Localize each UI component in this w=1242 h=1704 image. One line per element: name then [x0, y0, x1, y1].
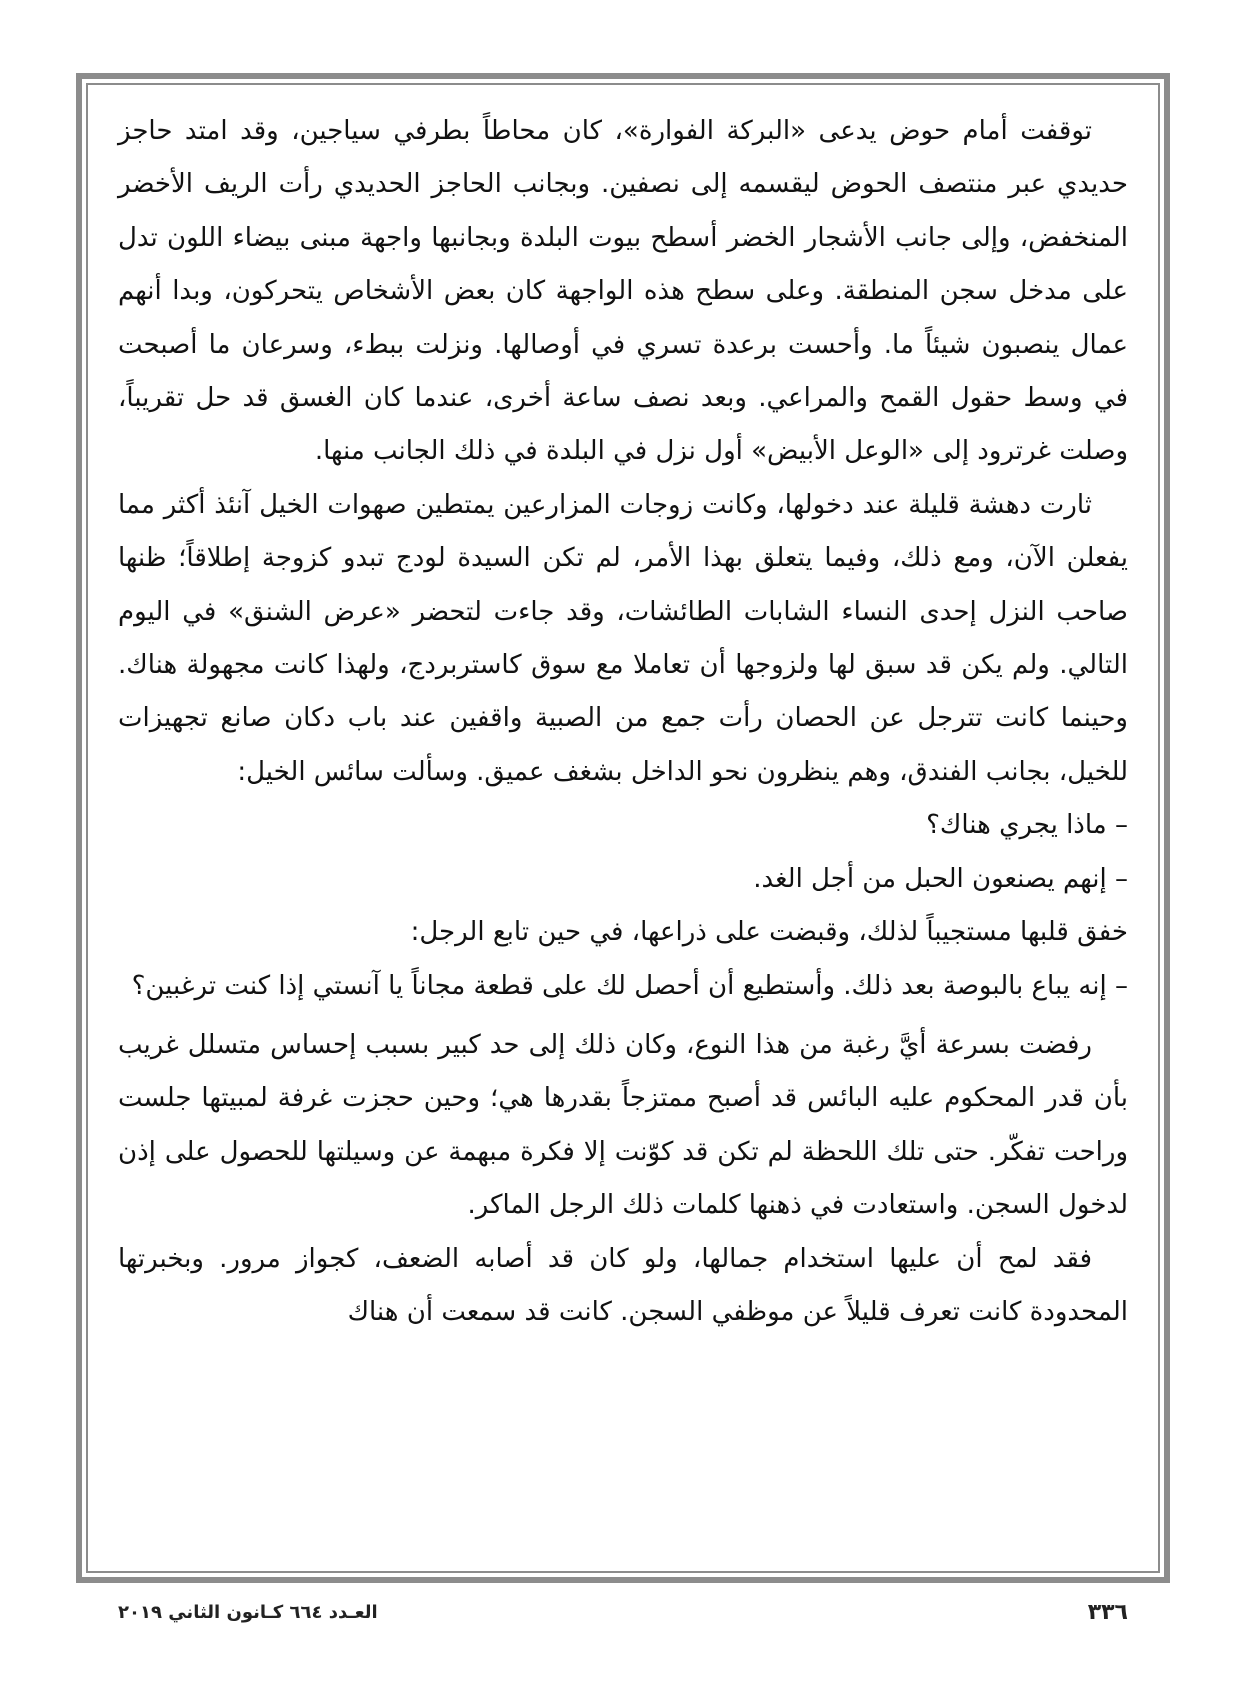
issue-info: العـدد ٦٦٤ كـانون الثاني ٢٠١٩	[118, 1602, 378, 1623]
narration-line: خفق قلبها مستجيباً لذلك، وقبضت على ذراعها، في حين تابع الرجل:	[410, 917, 1128, 948]
page-number: ٣٣٦	[1087, 1600, 1128, 1625]
paragraph-2: ثارت دهشة قليلة عند دخولها، وكانت زوجات المزارعين يمتطين صهوات الخيل آنئذ أكثر مما يفعلن الآن، ومع ذلك، وفيما يتعلق بهذا الأمر، لم تكن السيدة لودج تبدو كزوجة إطلاقاً؛ ظنها صاحب النزل إحدى النساء الشابات الطائشات، وقد جاءت لتحضر «عرض الشنق» في اليوم التالي. ولم يكن قد سبق لها ولزوجها أن تعاملا مع سوق كاستربردج، ولهذا كانت مجهولة هناك. وحينما كانت تترجل عن الحصان رأت جمع من الصبية واقفين عند باب دكان صانع تجهيزات للخيل، بجانب الفندق، وهم ينظرون نحو الداخل بشغف عميق. وسألت سائس الخيل:	[118, 489, 1128, 787]
dialog-line-1: – ماذا يجري هناك؟	[926, 810, 1128, 841]
dialog-line-2: – إنهم يصنعون الحبل من أجل الغد.	[753, 863, 1128, 894]
paragraph-1: توقفت أمام حوض يدعى «البركة الفوارة»، كان محاطاً بطرفي سياجين، وقد امتد حاجز حديدي عبر منتصف الحوض ليقسمه إلى نصفين. وبجانب الحاجز الحديدي رأت الريف الأخضر المنخفض، وإلى جانب الأشجار الخضر أسطح بيوت البلدة وبجانبها واجهة مبنى بيضاء اللون تدل على مدخل سجن المنطقة. وعلى سطح هذه الواجهة كان بعض الأشخاص يتحركون، وبدا أنهم عمال ينصبون شيئاً ما. وأحست برعدة تسري في أوصالها. ونزلت ببطء، وسرعان ما أصبحت في وسط حقول القمح والمراعي. وبعد نصف ساعة أخرى، عندما كان الغسق قد حل تقريباً، وصلت غرترود إلى «الوعل الأبيض» أول نزل في البلدة في ذلك الجانب منها.	[118, 116, 1128, 467]
dialog-line-3: – إنه يباع بالبوصة بعد ذلك. وأستطيع أن أحصل لك على قطعة مجاناً يا آنستي إذا كنت ترغبين؟	[131, 970, 1128, 1001]
paragraph-3: رفضت بسرعة أيَّ رغبة من هذا النوع، وكان ذلك إلى حد كبير بسبب إحساس متسلل غريب بأن قدر المحكوم عليه البائس قد أصبح ممتزجاً بقدرها هي؛ وحين حجزت غرفة لمبيتها جلست وراحت تفكّر. حتى تلك اللحظة لم تكن قد كوّنت إلا فكرة مبهمة عن وسيلتها للحصول على إذن لدخول السجن. واستعادت في ذهنها كلمات ذلك الرجل الماكر.	[118, 1029, 1128, 1221]
paragraph-4: فقد لمح أن عليها استخدام جمالها، ولو كان قد أصابه الضعف، كجواز مرور. وبخبرتها المحدودة كانت تعرف قليلاً عن موظفي السجن. كانت قد سمعت أن هناك	[118, 1243, 1128, 1327]
page-footer	[118, 1600, 1128, 1630]
article-body	[118, 105, 1128, 1339]
